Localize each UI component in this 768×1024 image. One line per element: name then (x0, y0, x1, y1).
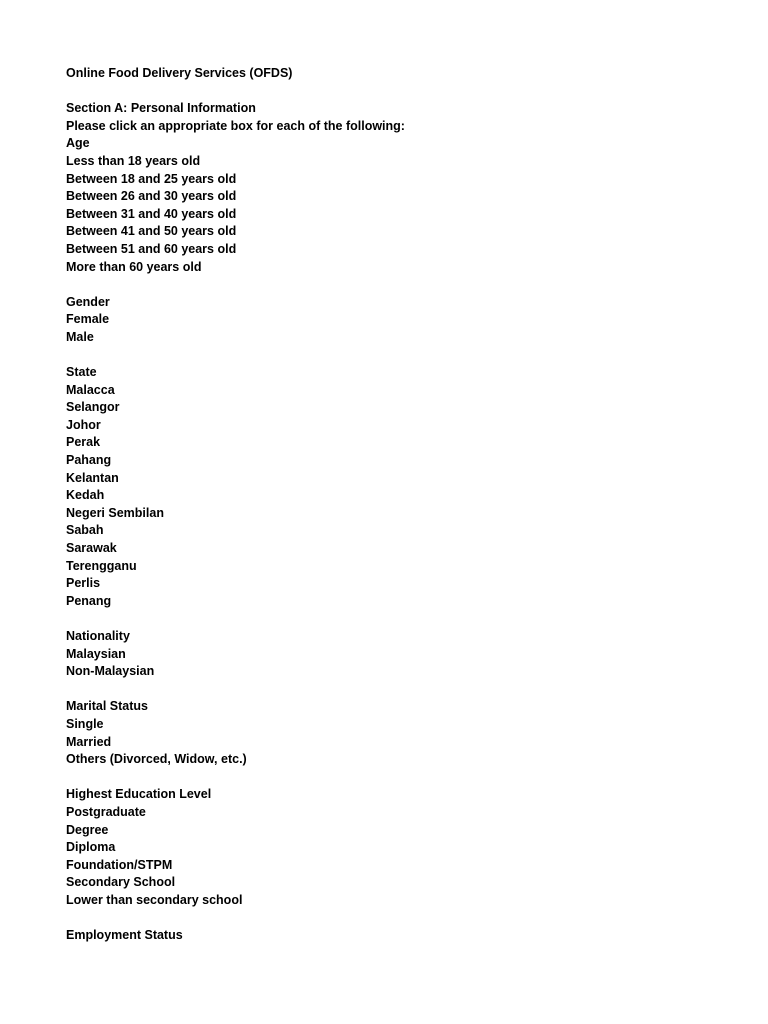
spacer (66, 83, 706, 101)
document-page (66, 65, 706, 945)
state-option[interactable]: Perlis (66, 576, 101, 591)
education-option[interactable]: Foundation/STPM (66, 857, 173, 872)
spacer (66, 769, 706, 787)
age-option[interactable]: Between 18 and 25 years old (66, 171, 237, 186)
state-option[interactable]: Johor (66, 417, 101, 432)
gender-label: Gender (66, 294, 110, 309)
marital-status-option[interactable]: Married (66, 734, 112, 749)
age-option[interactable]: Between 26 and 30 years old (66, 189, 237, 204)
spacer (66, 681, 706, 699)
spacer (66, 347, 706, 365)
age-option[interactable]: Between 41 and 50 years old (66, 224, 237, 239)
state-label: State (66, 365, 97, 380)
state-option[interactable]: Pahang (66, 453, 112, 468)
age-option[interactable]: More than 60 years old (66, 259, 202, 274)
state-option[interactable]: Malacca (66, 382, 115, 397)
education-option[interactable]: Postgraduate (66, 804, 146, 819)
education-option[interactable]: Degree (66, 822, 109, 837)
age-option[interactable]: Between 31 and 40 years old (66, 206, 237, 221)
age-label: Age (66, 136, 90, 151)
nationality-option[interactable]: Malaysian (66, 646, 126, 661)
state-option[interactable]: Terengganu (66, 558, 137, 573)
section-heading: Section A: Personal Information (66, 101, 256, 116)
age-option[interactable]: Less than 18 years old (66, 153, 201, 168)
marital-status-option[interactable]: Others (Divorced, Widow, etc.) (66, 752, 247, 767)
spacer (66, 276, 706, 294)
gender-option[interactable]: Male (66, 329, 94, 344)
spacer (66, 910, 706, 928)
education-option[interactable]: Lower than secondary school (66, 892, 243, 907)
state-option[interactable]: Negeri Sembilan (66, 505, 164, 520)
employment-status-label: Employment Status (66, 928, 183, 943)
state-option[interactable]: Penang (66, 593, 112, 608)
education-option[interactable]: Diploma (66, 840, 116, 855)
state-option[interactable]: Perak (66, 435, 101, 450)
age-option[interactable]: Between 51 and 60 years old (66, 241, 237, 256)
marital-status-option[interactable]: Single (66, 716, 104, 731)
marital-status-label: Marital Status (66, 699, 148, 714)
state-option[interactable]: Sarawak (66, 541, 117, 556)
education-label: Highest Education Level (66, 787, 212, 802)
gender-option[interactable]: Female (66, 312, 110, 327)
nationality-label: Nationality (66, 629, 130, 643)
state-option[interactable]: Kelantan (66, 470, 119, 485)
state-option[interactable]: Kedah (66, 488, 105, 503)
spacer (66, 610, 706, 628)
section-instruction: Please click an appropriate box for each of the following: (66, 118, 405, 133)
state-option[interactable]: Selangor (66, 400, 120, 415)
state-option[interactable]: Sabah (66, 523, 104, 538)
document-title: Online Food Delivery Services (OFDS) (66, 66, 293, 80)
nationality-option[interactable]: Non-Malaysian (66, 664, 155, 679)
education-option[interactable]: Secondary School (66, 875, 176, 890)
